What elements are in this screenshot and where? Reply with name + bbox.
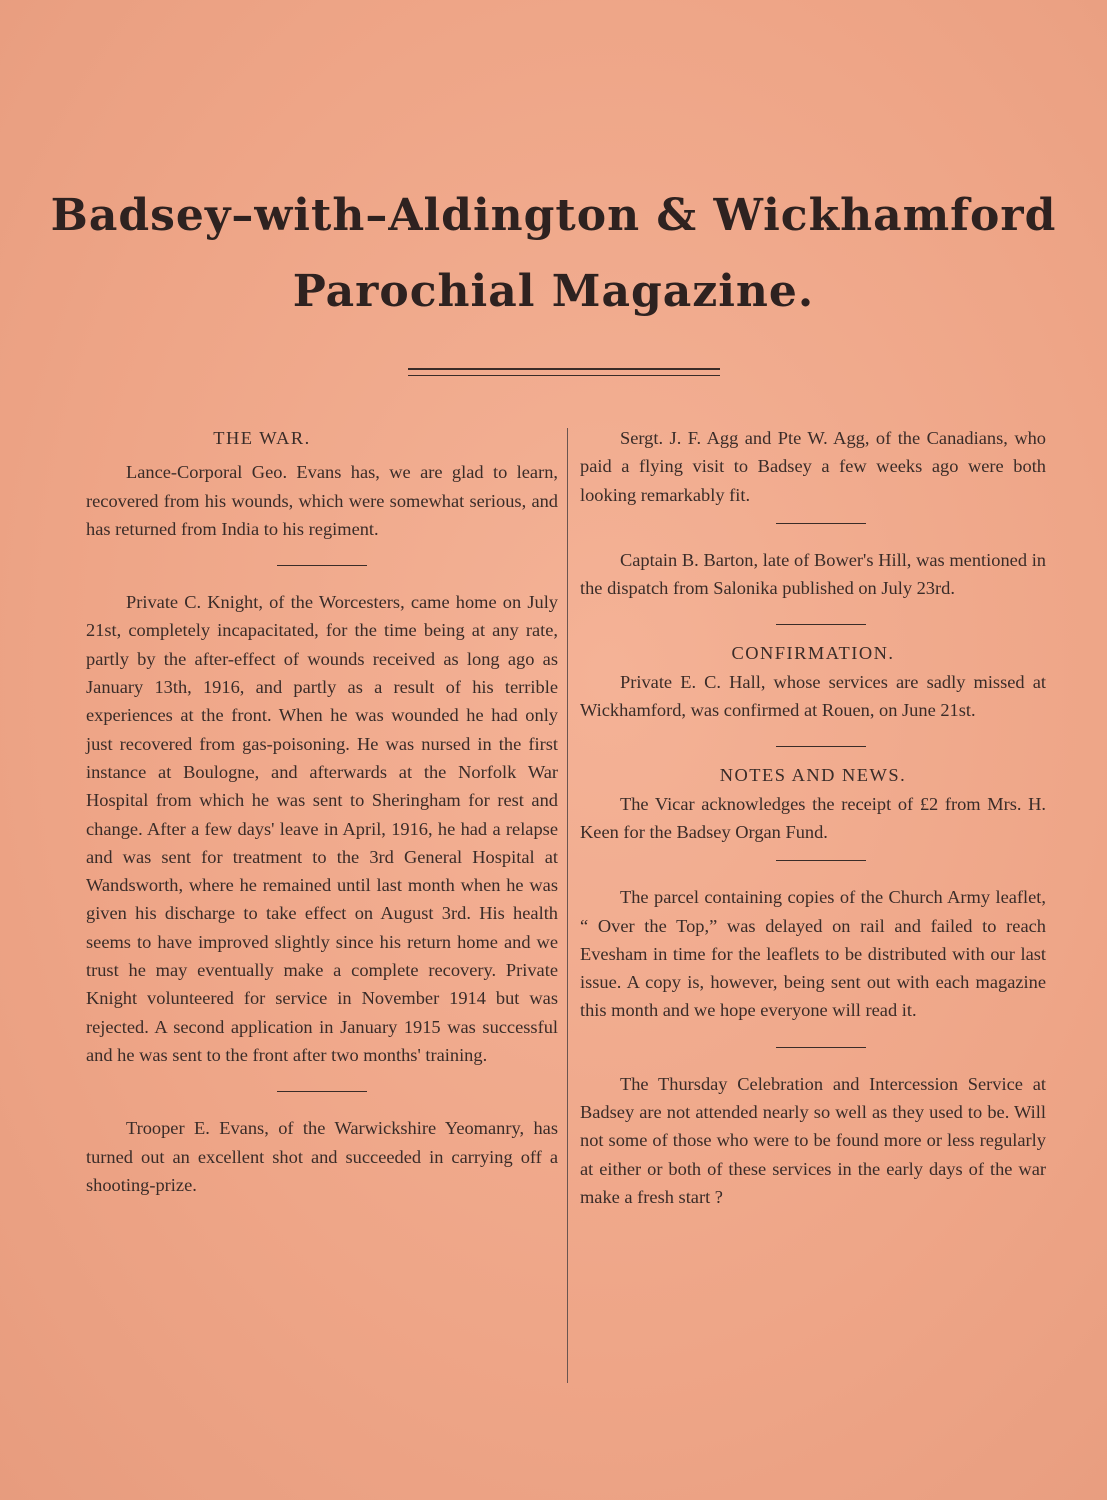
paragraph-church-army: The parcel containing copies of the Church Army leaflet, “ Over the Top,” was delayed on rail and failed to reach Evesham in time for the leaflets to be distributed with our last issue. A copy is, however, being sent out with each magazine this month and we hope everyone will read it. [580, 887, 1046, 1021]
paragraph-agg: Sergt. J. F. Agg and Pte W. Agg, of the Canadians, who paid a flying visit to Badsey a few weeks ago were both looking remarkably fit. [580, 428, 1046, 505]
masthead-title: Badsey–with–Aldington & Wickhamford [50, 190, 1057, 241]
paragraph-organ-fund: The Vicar acknowledges the receipt of £2 from Mrs. H. Keen for the Badsey Organ Fund. [580, 793, 1046, 842]
section-heading-confirmation: CONFIRMATION. [731, 643, 895, 664]
column-divider [567, 428, 568, 1383]
paragraph-barton: Captain B. Barton, late of Bower's Hill, was mentioned in the dispatch from Salonika published on July 23rd. [580, 549, 1046, 599]
masthead-rule [408, 368, 720, 376]
masthead-subtitle: Parochial Magazine. [292, 266, 815, 317]
section-heading-notes-and-news: NOTES AND NEWS. [719, 765, 907, 786]
paragraph-knight: Private C. Knight, of the Worcesters, came home on July 21st, completely incapacitated, for the time being at any rate, partly by the after-effect of wounds received as long ago as January 13th, 1916, and partly as a result of his terrible experiences at the front. When he was wounded he had only just recovered from gas-poisoning. He was nursed in the first instance at Boulogne, and afterwards at the Norfolk War Hospital from which he was sent to Sheringham for rest and change. After a few days' leave in April, 1916, he had a relapse and was sent for treatment to the 3rd General Hospital at Wandsworth, where he remained until last month when he was given his discharge to take effect on August 3rd. His health seems to have improved slightly since his return home and we trust he may eventually make a complete recovery. Private Knight volunteered for service in November 1914 but was rejected. A second application in January 1915 was successful and he was sent to the front after two months' training. [86, 592, 558, 1065]
paragraph-hall: Private E. C. Hall, whose services are sadly missed at Wickhamford, was confirmed at Rouen, on June 21st. [580, 671, 1046, 721]
paragraph-trooper-evans: Trooper E. Evans, of the Warwickshire Yeomanry, has turned out an excellent shot and succeeded in carrying off a shooting-prize. [86, 1118, 558, 1195]
paragraph-thursday-celebration: The Thursday Celebration and Intercession Service at Badsey are not attended nearly so well as they used to be. Will not some of those who were to be found more or less regularly at either or both of these services in the early days of the war make a fresh start ? [580, 1073, 1046, 1207]
section-heading-the-war: THE WAR. [213, 428, 311, 448]
left-column [86, 424, 558, 1199]
paragraph-evans: Lance-Corporal Geo. Evans has, we are glad to learn, recovered from his wounds, which were somewhat serious, and has returned from India to his regiment. [86, 462, 558, 539]
right-column [580, 424, 1046, 1211]
